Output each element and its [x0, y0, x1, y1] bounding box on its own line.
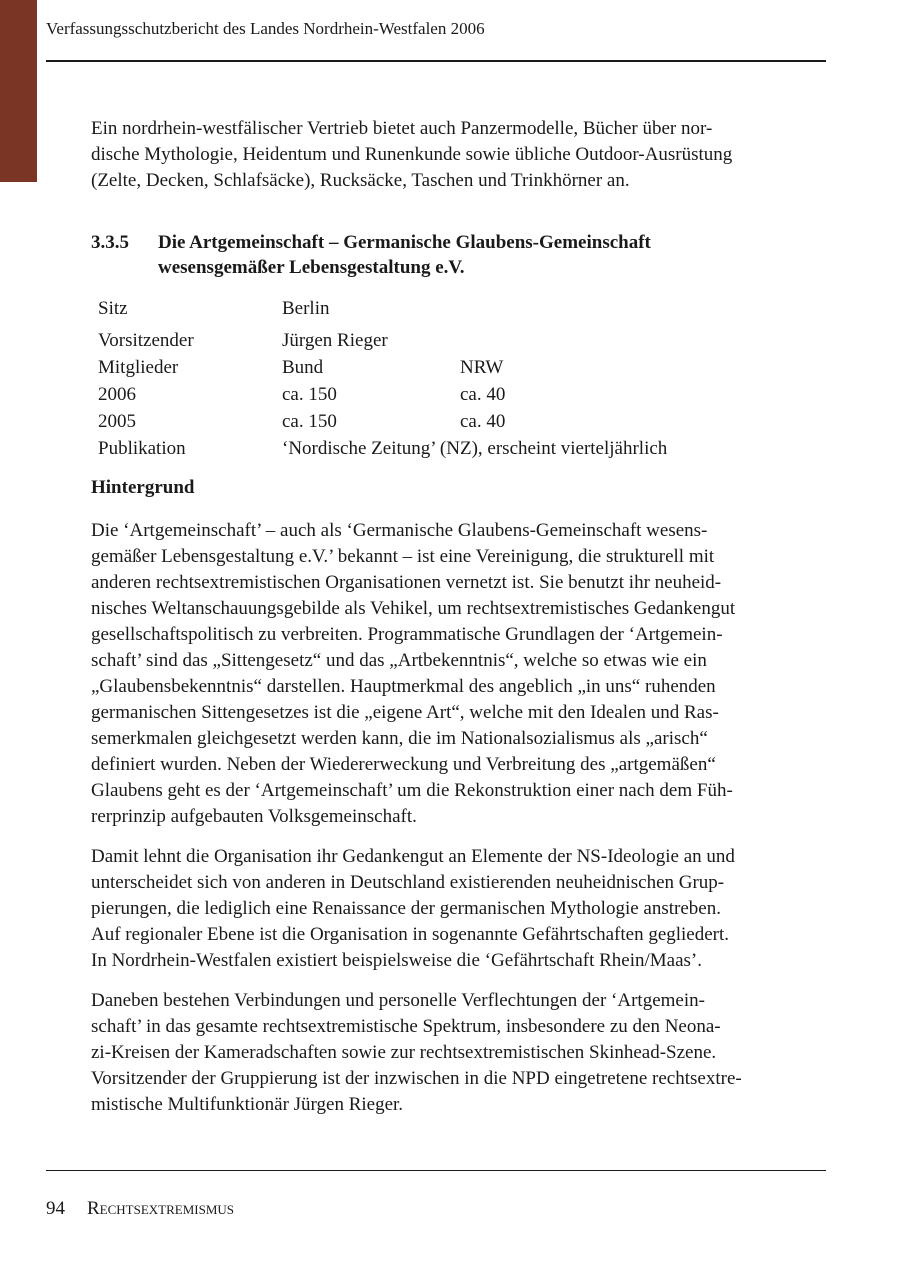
text-line: Ein nordrhein-westfälischer Vertrieb bietet auch Panzermodelle, Bücher über nor-	[91, 118, 713, 139]
section-title	[158, 230, 651, 280]
text-line: semerkmalen gleichgesetzt werden kann, die im Nationalsozialismus als „arisch“	[91, 728, 708, 749]
table-row	[98, 382, 667, 409]
section-title-line: wesensgemäßer Lebensgestaltung e.V.	[158, 257, 465, 278]
table-cell	[460, 328, 667, 355]
footer-section-name: Rechtsextremismus	[87, 1198, 235, 1219]
text-line: „Glaubensbekenntnis“ darstellen. Hauptmerkmal des angeblich „in uns“ ruhenden	[91, 676, 716, 697]
section-heading	[91, 230, 826, 280]
table-cell: ca. 40	[460, 411, 506, 432]
table-cell: Jürgen Rieger	[282, 330, 388, 351]
page-body	[91, 116, 826, 1132]
table-row	[98, 328, 667, 355]
text-line: Die ‘Artgemeinschaft’ – auch als ‘Germanische Glaubens-Gemeinschaft wesens-	[91, 520, 708, 541]
table-cell: ca. 40	[460, 384, 506, 405]
table-cell: 2006	[98, 384, 136, 405]
table-cell: Mitglieder	[98, 357, 179, 378]
text-line: dische Mythologie, Heidentum und Runenkunde sowie übliche Outdoor-Ausrüstung	[91, 144, 733, 165]
table-cell: NRW	[460, 357, 504, 378]
table-cell: 2005	[98, 411, 136, 432]
text-line: unterscheidet sich von anderen in Deutschland existierenden neuheidnischen Grup-	[91, 872, 725, 893]
text-line: gemäßer Lebensgestaltung e.V.’ bekannt – ist eine Vereinigung, die strukturell mit	[91, 546, 715, 567]
text-line: Damit lehnt die Organisation ihr Gedankengut an Elemente der NS-Ideologie an und	[91, 846, 735, 867]
text-line: schaft’ sind das „Sittengesetz“ und das „Artbekenntnis“, welche so etwas wie ein	[91, 650, 707, 671]
table-cell: Bund	[282, 357, 324, 378]
table-cell: Vorsitzender	[98, 330, 194, 351]
running-header-title: Verfassungsschutzbericht des Landes Nordrhein-Westfalen 2006	[46, 19, 485, 38]
text-line: (Zelte, Decken, Schlafsäcke), Rucksäcke, Taschen und Trinkhörner an.	[91, 170, 630, 191]
text-line: pierungen, die lediglich eine Renaissance der germanischen Mythologie anstreben.	[91, 898, 721, 919]
table-row	[98, 355, 667, 382]
text-line: rerprinzip aufgebauten Volksgemeinschaft.	[91, 806, 417, 827]
text-line: mistische Multifunktionär Jürgen Rieger.	[91, 1094, 404, 1115]
intro-paragraph	[91, 116, 826, 194]
table-cell	[460, 296, 667, 328]
background-heading: Hintergrund	[91, 477, 195, 498]
text-line: nisches Weltanschauungsgebilde als Vehikel, um rechtsextremistisches Gedankengut	[91, 598, 736, 619]
section-number: 3.3.5	[91, 232, 129, 253]
text-line: schaft’ in das gesamte rechtsextremistische Spektrum, insbesondere zu den Neona-	[91, 1016, 721, 1037]
table-row	[98, 409, 667, 436]
text-line: anderen rechtsextremistischen Organisationen vernetzt ist. Sie benutzt ihr neuheid-	[91, 572, 722, 593]
text-line: Daneben bestehen Verbindungen und personelle Verflechtungen der ‘Artgemein-	[91, 990, 705, 1011]
text-line: gesellschaftspolitisch zu verbreiten. Programmatische Grundlagen der ‘Artgemein-	[91, 624, 723, 645]
text-line: germanischen Sittengesetzes ist die „eigene Art“, welche mit den Idealen und Ras-	[91, 702, 719, 723]
table-cell: ca. 150	[282, 411, 337, 432]
table-row	[98, 296, 667, 328]
table-cell: Sitz	[98, 298, 128, 319]
text-line: definiert wurden. Neben der Wiedererweckung und Verbreitung des „artgemäßen“	[91, 754, 716, 775]
text-line: Auf regionaler Ebene ist die Organisation in sogenannte Gefährtschaften gegliedert.	[91, 924, 730, 945]
text-line: zi-Kreisen der Kameradschaften sowie zur rechtsextremistischen Skinhead-Szene.	[91, 1042, 717, 1063]
page-number: 94	[46, 1198, 65, 1219]
page-footer	[46, 1197, 234, 1221]
text-line: Glaubens geht es der ‘Artgemeinschaft’ um die Rekonstruktion einer nach dem Füh-	[91, 780, 733, 801]
table-cell: ca. 150	[282, 384, 337, 405]
background-paragraph	[91, 844, 826, 974]
table-row-publication	[98, 436, 667, 463]
background-paragraph	[91, 988, 826, 1118]
footer-rule	[46, 1170, 826, 1171]
chapter-color-tab	[0, 0, 37, 182]
publication-value: ‘Nordische Zeitung’ (NZ), erscheint vierteljährlich	[282, 438, 668, 459]
organization-info-table	[98, 296, 667, 463]
section-title-line: Die Artgemeinschaft – Germanische Glaubens-Gemeinschaft	[158, 232, 651, 253]
table-cell: Berlin	[282, 298, 330, 319]
text-line: In Nordrhein-Westfalen existiert beispielsweise die ‘Gefährtschaft Rhein/Maas’.	[91, 950, 703, 971]
publication-label: Publikation	[98, 438, 186, 459]
header-rule	[46, 60, 826, 62]
text-line: Vorsitzender der Gruppierung ist der inzwischen in die NPD eingetretene rechtsextre-	[91, 1068, 742, 1089]
background-paragraph	[91, 518, 826, 830]
